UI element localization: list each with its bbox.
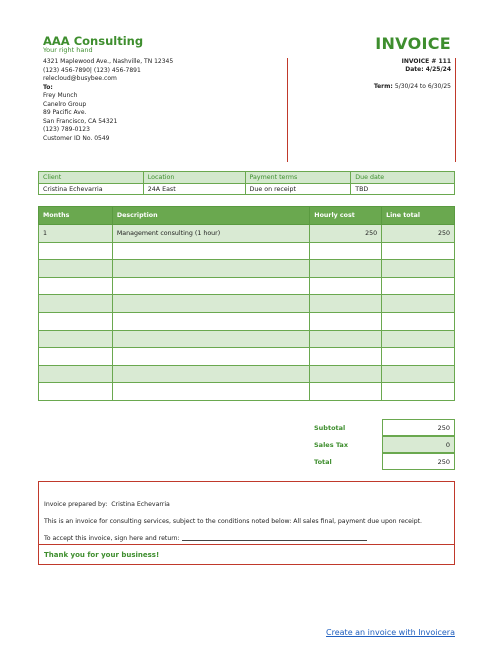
- table-cell: 1: [39, 225, 113, 243]
- total-row: [310, 453, 455, 470]
- items-table-header: [39, 207, 455, 225]
- accept-text: To accept this invoice, sign here and return:: [44, 535, 180, 542]
- table-row: [39, 330, 455, 348]
- table-cell: [39, 242, 113, 260]
- table-cell: [39, 295, 113, 313]
- document-title: INVOICE: [375, 34, 451, 53]
- table-cell: [310, 295, 382, 313]
- invoice-date-label: Date:: [405, 66, 426, 73]
- table-cell: [39, 365, 113, 383]
- total-value: 250: [382, 453, 455, 470]
- table-cell: [382, 348, 455, 366]
- divider-right: [455, 58, 456, 162]
- table-cell: Management consulting (1 hour): [112, 225, 309, 243]
- subtotal-label: Subtotal: [314, 423, 346, 432]
- invoice-number-value: 111: [438, 58, 451, 65]
- prepared-by-label: Invoice prepared by:: [44, 501, 108, 508]
- table-row: [39, 312, 455, 330]
- items-header-cell: Hourly cost: [310, 207, 382, 225]
- from-address: 4321 Maplewood Ave., Nashville, TN 12345: [43, 58, 174, 65]
- invoice-term-value: 5/30/24 to 6/30/25: [394, 83, 451, 90]
- totals-block: [310, 419, 455, 470]
- client-cell: Due on receipt: [245, 184, 351, 195]
- notes-box: [38, 481, 455, 565]
- address-block: [43, 58, 173, 143]
- invoice-date-value: 4/25/24: [425, 66, 451, 73]
- invoice-number-label: INVOICE #: [401, 58, 439, 65]
- create-invoice-link[interactable]: Create an invoice with Invoicera: [326, 628, 455, 637]
- invoice-meta: [374, 58, 451, 91]
- table-cell: [112, 242, 309, 260]
- to-name: Frey Munch: [43, 92, 78, 99]
- items-header-cell: Months: [39, 207, 113, 225]
- from-email: relecloud@busybee.com: [43, 75, 117, 82]
- table-cell: [39, 330, 113, 348]
- client-header-cell: Location: [143, 172, 245, 184]
- signature-line[interactable]: [182, 540, 367, 541]
- sales-tax-value: 0: [382, 436, 455, 453]
- table-cell: [39, 277, 113, 295]
- table-cell: [310, 277, 382, 295]
- table-cell: [112, 348, 309, 366]
- table-row: [39, 277, 455, 295]
- invoice-term: [374, 83, 451, 91]
- table-row: [39, 348, 455, 366]
- client-header-cell: Payment terms: [245, 172, 351, 184]
- table-cell: [39, 312, 113, 330]
- table-cell: [382, 242, 455, 260]
- invoice-term-label: Term:: [373, 83, 395, 90]
- conditions-text: This is an invoice for consulting services, subject to the conditions noted below: All sales final, payment due upon receipt.: [44, 518, 423, 525]
- table-cell: 250: [310, 225, 382, 243]
- table-cell: [382, 277, 455, 295]
- client-table-header: [39, 172, 455, 184]
- customer-id: Customer ID No. 0549: [43, 134, 110, 142]
- table-row: [39, 260, 455, 278]
- client-header-cell: Due date: [351, 172, 455, 184]
- client-table-row: [39, 184, 455, 195]
- line-items-table: [38, 206, 455, 401]
- client-cell: 24A East: [143, 184, 245, 195]
- table-cell: [112, 260, 309, 278]
- table-row: [39, 365, 455, 383]
- client-cell: TBD: [351, 184, 455, 195]
- table-cell: [310, 312, 382, 330]
- subtotal-row: [310, 419, 455, 436]
- company-tagline: Your right hand: [43, 46, 93, 54]
- prepared-by: [44, 501, 170, 508]
- table-cell: [310, 260, 382, 278]
- divider-left: [287, 58, 288, 162]
- to-company: Canelro Group: [43, 100, 87, 108]
- table-cell: [382, 365, 455, 383]
- thanks-message: Thank you for your business!: [44, 551, 160, 559]
- company-name: AAA Consulting: [43, 34, 144, 48]
- subtotal-value: 250: [382, 419, 455, 436]
- table-cell: [310, 348, 382, 366]
- invoice-number: [374, 58, 451, 66]
- sales-tax-row: [310, 436, 455, 453]
- items-header-cell: Line total: [382, 207, 455, 225]
- table-row: [39, 383, 455, 401]
- table-cell: [112, 295, 309, 313]
- table-cell: [39, 348, 113, 366]
- table-cell: [310, 330, 382, 348]
- table-row: [39, 242, 455, 260]
- table-cell: 250: [382, 225, 455, 243]
- table-cell: [39, 260, 113, 278]
- sales-tax-label: Sales Tax: [314, 440, 349, 449]
- to-label: To:: [43, 83, 53, 91]
- table-cell: [382, 260, 455, 278]
- table-cell: [112, 365, 309, 383]
- prepared-by-value: Cristina Echevarria: [111, 501, 170, 508]
- to-city: San Francisco, CA 54321: [43, 117, 118, 125]
- to-street: 89 Pacific Ave.: [43, 109, 87, 116]
- table-cell: [310, 383, 382, 401]
- items-header-cell: Description: [112, 207, 309, 225]
- table-cell: [39, 383, 113, 401]
- table-cell: [382, 295, 455, 313]
- client-cell: Cristina Echevarria: [39, 184, 144, 195]
- table-cell: [382, 330, 455, 348]
- total-label: Total: [314, 457, 332, 466]
- table-cell: [112, 330, 309, 348]
- client-header-cell: Client: [39, 172, 144, 184]
- table-cell: [310, 365, 382, 383]
- invoice-date: [374, 66, 451, 74]
- client-table: [38, 171, 455, 195]
- thanks-divider: [39, 544, 454, 545]
- table-cell: [382, 312, 455, 330]
- table-cell: [310, 242, 382, 260]
- table-cell: [112, 312, 309, 330]
- table-row: [39, 225, 455, 243]
- table-cell: [112, 277, 309, 295]
- table-cell: [112, 383, 309, 401]
- from-phones: (123) 456-7890| (123) 456-7891: [43, 66, 141, 74]
- table-cell: [382, 383, 455, 401]
- to-phone: (123) 789-0123: [43, 126, 90, 133]
- accept-line: [44, 535, 367, 542]
- table-row: [39, 295, 455, 313]
